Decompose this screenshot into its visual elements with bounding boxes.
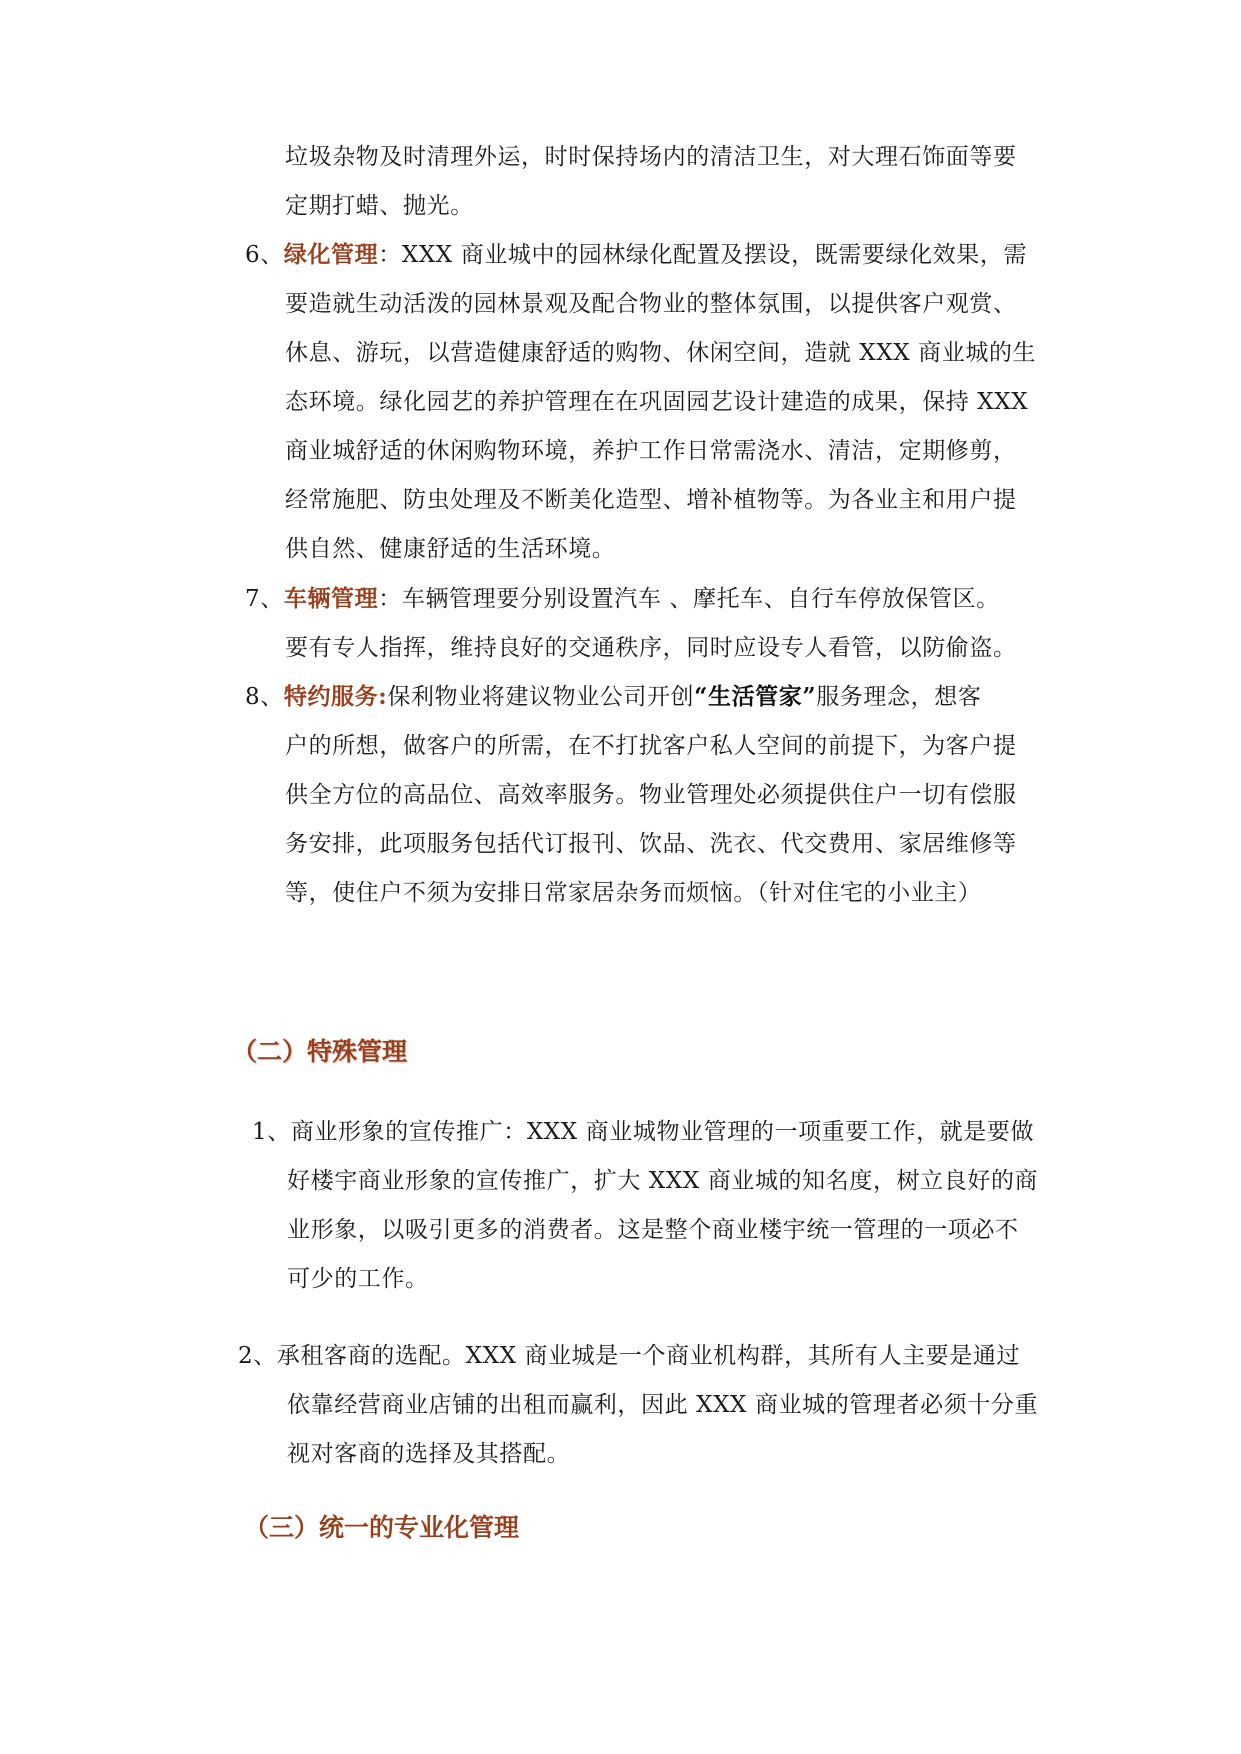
list-number: 6、 — [245, 242, 284, 268]
section-heading: （二）特殊管理 — [232, 1037, 408, 1066]
paragraph-line: 依靠经营商业店铺的出租而赢利，因此 XXX 商业城的管理者必须十分重 — [287, 1392, 1039, 1418]
paragraph-line: 定期打蜡、抛光。 — [285, 193, 474, 219]
emphasis-text: “生活管家” — [694, 683, 817, 710]
paragraph-line: 务安排，此项服务包括代订报刊、饮品、洗衣、代交费用、家居维修等 — [285, 831, 1017, 857]
list-item-7-first-line — [245, 584, 1000, 614]
paragraph-line: 垃圾杂物及时清理外运，时时保持场内的清洁卫生，对大理石饰面等要 — [285, 144, 1017, 170]
paragraph-line: 业形象，以吸引更多的消费者。这是整个商业楼宇统一管理的一项必不 — [287, 1217, 1019, 1243]
paragraph-line: 态环境。绿化园艺的养护管理在在巩固园艺设计建造的成果，保持 XXX — [285, 389, 1029, 415]
paragraph-line: 经常施肥、防虫处理及不断美化造型、增补植物等。为各业主和用户提 — [285, 487, 1017, 513]
paragraph-line: 等，使住户不须为安排日常家居杂务而烦恼。（针对住宅的小业主） — [285, 880, 982, 906]
list-item-6-first-line — [245, 240, 1027, 270]
paragraph-line: 户的所想，做客户的所需，在不打扰客户私人空间的前提下，为客户提 — [285, 733, 1017, 759]
paragraph-line: 供全方位的高品位、高效率服务。物业管理处必须提供住户一切有偿服 — [285, 782, 1017, 808]
list-item-8-first-line — [245, 682, 981, 712]
paragraph-line: 商业城舒适的休闲购物环境，养护工作日常需浇水、清洁，定期修剪， — [285, 438, 1017, 464]
item-text: 车辆管理要分别设置汽车 、摩托车、自行车停放保管区。 — [401, 586, 1000, 612]
paragraph-line: 休息、游玩，以营造健康舒适的购物、休闲空间，造就 XXX 商业城的生 — [285, 340, 1037, 366]
item-label: 车辆管理 — [283, 585, 379, 612]
item-label: 绿化管理 — [283, 241, 379, 268]
item-label: 特约服务 — [283, 683, 379, 710]
item-text: 服务理念，想客 — [816, 684, 982, 710]
section-heading: （三）统一的专业化管理 — [244, 1513, 520, 1542]
paragraph-line: 供自然、健康舒适的生活环境。 — [285, 536, 616, 562]
item-text: XXX 商业城中的园林绿化配置及摆设，既需要绿化效果，需 — [401, 242, 1028, 268]
paragraph-line: 可少的工作。 — [287, 1266, 429, 1292]
paragraph-line: 好楼宇商业形象的宣传推广，扩大 XXX 商业城的知名度，树立良好的商 — [287, 1168, 1039, 1194]
paragraph-line: 视对客商的选择及其搭配。 — [287, 1441, 571, 1467]
paragraph-line: 要造就生动活泼的园林景观及配合物业的整体氛围，以提供客户观赏、 — [285, 291, 1017, 317]
list-number: 8、 — [245, 684, 284, 710]
list-number: 7、 — [245, 586, 284, 612]
label-separator: ： — [378, 242, 402, 268]
label-separator: : — [378, 683, 388, 710]
paragraph-line: 1、商业形象的宣传推广：XXX 商业城物业管理的一项重要工作，就是要做 — [252, 1119, 1035, 1145]
item-text: 保利物业将建议物业公司开创 — [387, 684, 695, 710]
paragraph-line: 2、承租客商的选配。XXX 商业城是一个商业机构群，其所有人主要是通过 — [238, 1343, 1021, 1369]
paragraph-line: 要有专人指挥，维持良好的交通秩序，同时应设专人看管，以防偷盗。 — [285, 635, 1017, 661]
label-separator: ： — [378, 586, 402, 612]
